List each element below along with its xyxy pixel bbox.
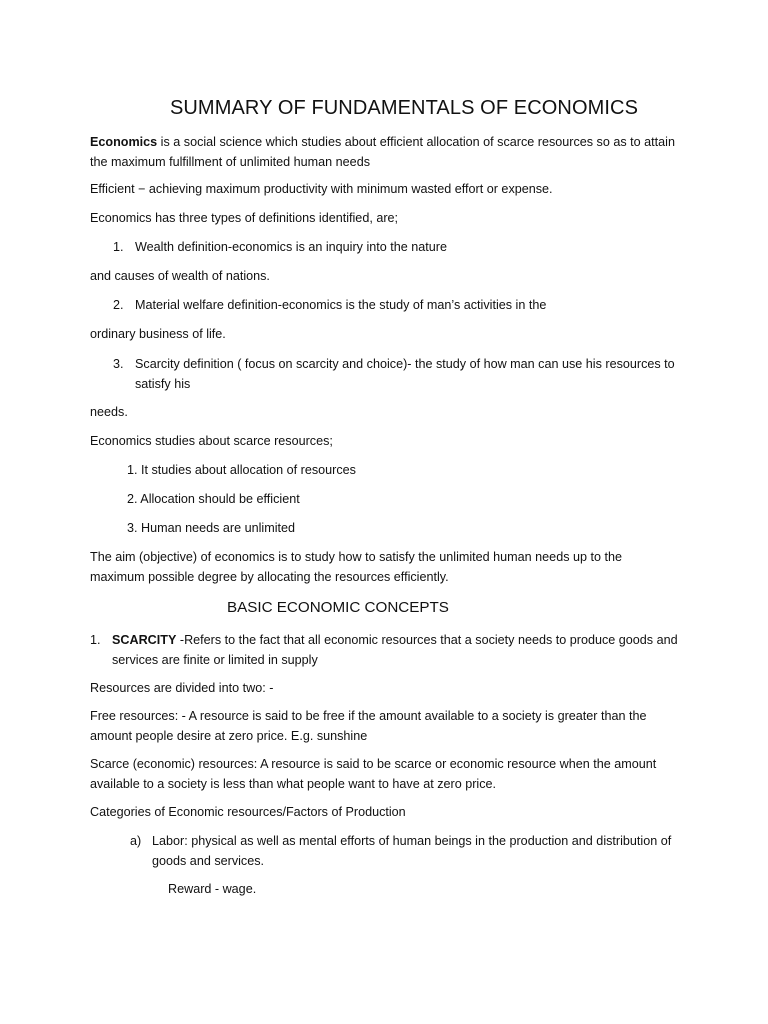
scarce-point-1: 1. It studies about allocation of resources (127, 463, 356, 477)
page-title: SUMMARY OF FUNDAMENTALS OF ECONOMICS (169, 97, 639, 119)
scarcity-term: SCARCITY (112, 633, 177, 647)
scarcity-number: 1. (90, 633, 101, 647)
scarcity-text: -Refers to the fact that all economic resources that a society needs to produce goods and services are finite or limited in supply (112, 633, 678, 667)
scarcity-paragraph (112, 631, 682, 670)
economics-term: Economics (90, 135, 158, 149)
efficient-paragraph: Efficient − achieving maximum productivity with minimum wasted effort or expense. (90, 182, 553, 196)
definition-2-number: 2. (113, 298, 124, 312)
categories-paragraph: Categories of Economic resources/Factors of Production (90, 805, 406, 819)
three-types-paragraph: Economics has three types of definitions identified, are; (90, 211, 399, 225)
section-title: BASIC ECONOMIC CONCEPTS (227, 599, 449, 616)
definition-3-continuation: needs. (90, 405, 128, 419)
definition-1-continuation: and causes of wealth of nations. (90, 269, 270, 283)
scarce-point-3: 3. Human needs are unlimited (127, 521, 296, 535)
scarce-resources-paragraph: Scarce (economic) resources: A resource is said to be scarce or economic resource when the amount available to a society is less than what people want to have at zero price. (90, 757, 657, 791)
definition-1-number: 1. (113, 240, 124, 254)
labor-letter: a) (130, 834, 142, 848)
scarce-resources-intro: Economics studies about scarce resources; (90, 434, 333, 448)
economics-definition-paragraph (90, 133, 680, 172)
definition-1-text: Wealth definition-economics is an inquiry into the nature (135, 240, 447, 254)
aim-paragraph: The aim (objective) of economics is to study how to satisfy the unlimited human needs up to the maximum possible degree by allocating the resources efficiently. (90, 550, 623, 584)
scarce-point-2: 2. Allocation should be efficient (127, 492, 300, 506)
definition-2-continuation: ordinary business of life. (90, 327, 226, 341)
resources-divided-paragraph: Resources are divided into two: - (90, 681, 274, 695)
definition-2-text: Material welfare definition-economics is the study of man’s activities in the (135, 298, 547, 312)
definition-3-number: 3. (113, 357, 124, 371)
definition-3-text: Scarcity definition ( focus on scarcity and choice)- the study of how man can use his resources to satisfy his (135, 357, 675, 391)
reward-line: Reward - wage. (168, 882, 257, 896)
economics-definition-text: is a social science which studies about efficient allocation of scarce resources so as to attain the maximum fulfillment of unlimited human needs (90, 135, 675, 169)
free-resources-paragraph: Free resources: - A resource is said to be free if the amount available to a society is greater than the amount people desire at zero price. E.g. sunshine (90, 709, 647, 743)
labor-text: Labor: physical as well as mental efforts of human beings in the production and distribution of goods and services. (152, 834, 672, 868)
